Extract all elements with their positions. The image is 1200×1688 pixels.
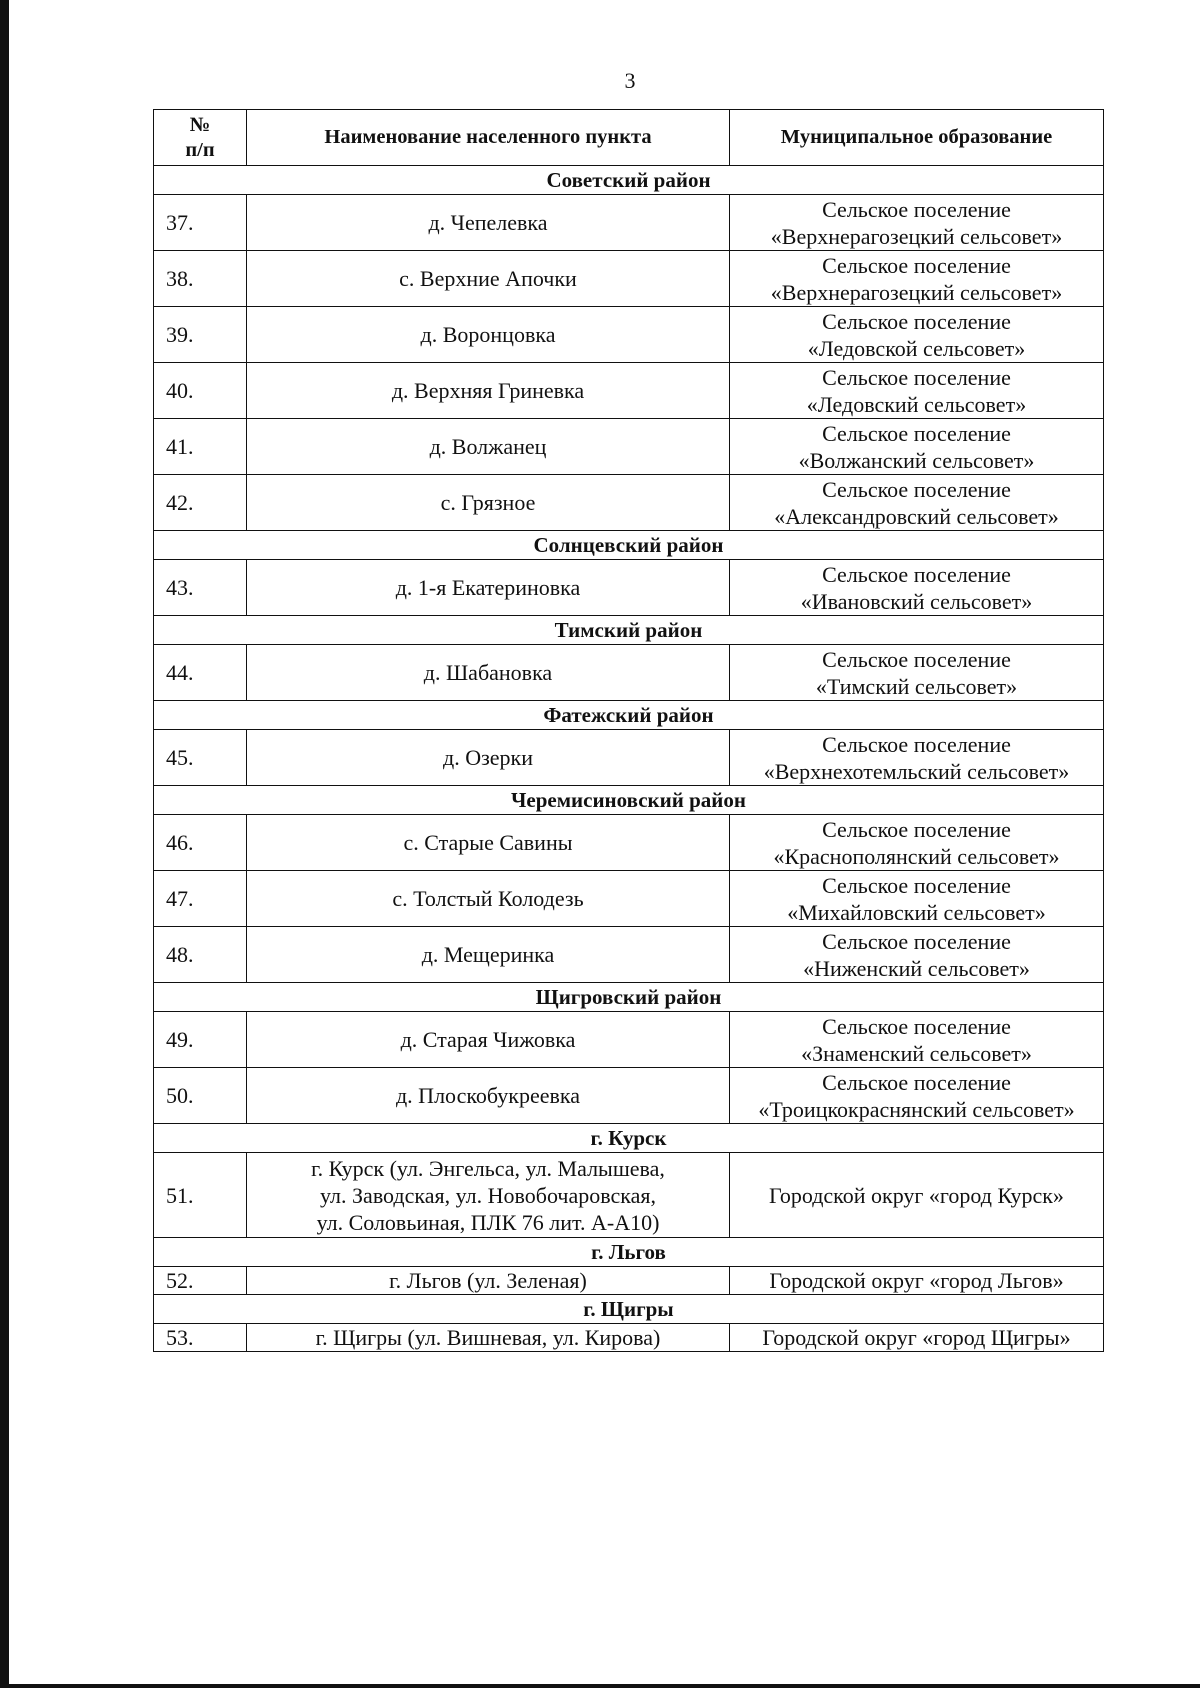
header-number-line2: п/п bbox=[185, 138, 215, 161]
municipality-name: «Краснополянский сельсовет» bbox=[773, 843, 1060, 869]
settlement-name: д. Шабановка bbox=[247, 645, 730, 701]
municipality: Городской округ «город Курск» bbox=[730, 1153, 1104, 1238]
header-number bbox=[154, 110, 247, 166]
municipality bbox=[730, 730, 1104, 786]
section-row bbox=[154, 616, 1104, 645]
header-number-line1: № bbox=[189, 113, 211, 136]
municipality bbox=[730, 363, 1104, 419]
section-row bbox=[154, 1238, 1104, 1267]
table-row bbox=[154, 1012, 1104, 1068]
municipality-name: «Ниженский сельсовет» bbox=[803, 955, 1030, 981]
settlement-name-line: ул. Заводская, ул. Новобочаровская, bbox=[320, 1182, 656, 1208]
header-municipality: Муниципальное образование bbox=[730, 110, 1104, 166]
municipality-type: Сельское поселение bbox=[822, 816, 1011, 842]
table-row bbox=[154, 927, 1104, 983]
page-number: 3 bbox=[624, 68, 636, 93]
row-number: 49. bbox=[154, 1012, 247, 1068]
settlement-name: д. Озерки bbox=[247, 730, 730, 786]
municipality-type: Сельское поселение bbox=[822, 476, 1011, 502]
section-title: Солнцевский район bbox=[154, 531, 1104, 560]
section-row bbox=[154, 701, 1104, 730]
settlement-name: д. Чепелевка bbox=[247, 195, 730, 251]
settlement-name: г. Щигры (ул. Вишневая, ул. Кирова) bbox=[247, 1324, 730, 1352]
municipality bbox=[730, 307, 1104, 363]
row-number: 52. bbox=[154, 1267, 247, 1295]
row-number: 37. bbox=[154, 195, 247, 251]
row-number: 39. bbox=[154, 307, 247, 363]
municipality bbox=[730, 251, 1104, 307]
table-row bbox=[154, 1068, 1104, 1124]
section-title: г. Льгов bbox=[154, 1238, 1104, 1267]
settlement-name bbox=[247, 1153, 730, 1238]
municipality-type: Сельское поселение bbox=[822, 1013, 1011, 1039]
row-number: 41. bbox=[154, 419, 247, 475]
header-settlement: Наименование населенного пункта bbox=[247, 110, 730, 166]
settlement-name: д. Воронцовка bbox=[247, 307, 730, 363]
municipality bbox=[730, 815, 1104, 871]
municipality-type: Сельское поселение bbox=[822, 420, 1011, 446]
municipality-name: «Верхнерагозецкий сельсовет» bbox=[770, 223, 1063, 249]
table-row bbox=[154, 195, 1104, 251]
section-title: г. Щигры bbox=[154, 1295, 1104, 1324]
table-row bbox=[154, 1324, 1104, 1352]
municipality bbox=[730, 419, 1104, 475]
table-row bbox=[154, 730, 1104, 786]
settlement-name-line: г. Курск (ул. Энгельса, ул. Малышева, bbox=[311, 1155, 665, 1181]
section-row bbox=[154, 1295, 1104, 1324]
row-number: 47. bbox=[154, 871, 247, 927]
row-number: 42. bbox=[154, 475, 247, 531]
table-row bbox=[154, 815, 1104, 871]
settlements-table bbox=[153, 109, 1104, 1352]
municipality-name: «Александровский сельсовет» bbox=[774, 503, 1059, 529]
table-row bbox=[154, 645, 1104, 701]
municipality-name: «Верхнерагозецкий сельсовет» bbox=[770, 279, 1063, 305]
row-number: 45. bbox=[154, 730, 247, 786]
row-number: 53. bbox=[154, 1324, 247, 1352]
municipality-name: «Ледовский сельсовет» bbox=[806, 391, 1027, 417]
section-title: г. Курск bbox=[154, 1124, 1104, 1153]
section-row bbox=[154, 1124, 1104, 1153]
settlement-name: с. Грязное bbox=[247, 475, 730, 531]
municipality-name: «Верхнехотемльский сельсовет» bbox=[763, 758, 1070, 784]
municipality bbox=[730, 927, 1104, 983]
municipality-type: Сельское поселение bbox=[822, 1069, 1011, 1095]
table-row bbox=[154, 363, 1104, 419]
municipality: Городской округ «город Щигры» bbox=[730, 1324, 1104, 1352]
municipality-type: Сельское поселение bbox=[822, 561, 1011, 587]
table-row bbox=[154, 307, 1104, 363]
settlement-name: д. Верхняя Гриневка bbox=[247, 363, 730, 419]
municipality-name: «Троицкокраснянский сельсовет» bbox=[758, 1096, 1075, 1122]
row-number: 43. bbox=[154, 560, 247, 616]
municipality-type: Сельское поселение bbox=[822, 364, 1011, 390]
section-title: Щигровский район bbox=[154, 983, 1104, 1012]
section-row bbox=[154, 983, 1104, 1012]
municipality-type: Сельское поселение bbox=[822, 731, 1011, 757]
municipality bbox=[730, 1012, 1104, 1068]
municipality-name: «Знаменский сельсовет» bbox=[801, 1040, 1032, 1066]
municipality-type: Сельское поселение bbox=[822, 308, 1011, 334]
section-title: Советский район bbox=[154, 166, 1104, 195]
municipality-name: «Волжанский сельсовет» bbox=[798, 447, 1035, 473]
settlement-name: с. Старые Савины bbox=[247, 815, 730, 871]
settlement-name-line: ул. Соловьиная, ПЛК 76 лит. А-А10) bbox=[316, 1209, 660, 1235]
scan-edge-bottom bbox=[0, 1684, 1200, 1688]
row-number: 40. bbox=[154, 363, 247, 419]
row-number: 51. bbox=[154, 1153, 247, 1238]
municipality-type: Сельское поселение bbox=[822, 928, 1011, 954]
section-row bbox=[154, 531, 1104, 560]
municipality bbox=[730, 195, 1104, 251]
table-header-row bbox=[154, 110, 1104, 166]
table-row bbox=[154, 251, 1104, 307]
settlement-name: д. Мещеринка bbox=[247, 927, 730, 983]
municipality bbox=[730, 871, 1104, 927]
section-row bbox=[154, 166, 1104, 195]
settlement-name: с. Верхние Апочки bbox=[247, 251, 730, 307]
municipality: Городской округ «город Льгов» bbox=[730, 1267, 1104, 1295]
municipality-name: «Ивановский сельсовет» bbox=[800, 588, 1033, 614]
table-row bbox=[154, 871, 1104, 927]
table-row bbox=[154, 419, 1104, 475]
row-number: 48. bbox=[154, 927, 247, 983]
row-number: 50. bbox=[154, 1068, 247, 1124]
row-number: 44. bbox=[154, 645, 247, 701]
table-row bbox=[154, 475, 1104, 531]
section-title: Фатежский район bbox=[154, 701, 1104, 730]
table-row bbox=[154, 560, 1104, 616]
municipality bbox=[730, 560, 1104, 616]
municipality-type: Сельское поселение bbox=[822, 252, 1011, 278]
table-row bbox=[154, 1153, 1104, 1238]
settlement-name: д. Старая Чижовка bbox=[247, 1012, 730, 1068]
scan-edge-left bbox=[0, 0, 9, 1688]
municipality-name: «Ледовской сельсовет» bbox=[807, 335, 1026, 361]
settlement-name: д. 1-я Екатериновка bbox=[247, 560, 730, 616]
municipality-type: Сельское поселение bbox=[822, 646, 1011, 672]
municipality bbox=[730, 645, 1104, 701]
section-row bbox=[154, 786, 1104, 815]
municipality-name: «Михайловский сельсовет» bbox=[787, 899, 1046, 925]
settlement-name: г. Льгов (ул. Зеленая) bbox=[247, 1267, 730, 1295]
section-title: Тимский район bbox=[154, 616, 1104, 645]
settlement-name: д. Волжанец bbox=[247, 419, 730, 475]
settlement-name: д. Плоскобукреевка bbox=[247, 1068, 730, 1124]
municipality-type: Сельское поселение bbox=[822, 196, 1011, 222]
section-title: Черемисиновский район bbox=[154, 786, 1104, 815]
row-number: 38. bbox=[154, 251, 247, 307]
municipality-type: Сельское поселение bbox=[822, 872, 1011, 898]
municipality-name: «Тимский сельсовет» bbox=[815, 673, 1018, 699]
settlement-name: с. Толстый Колодезь bbox=[247, 871, 730, 927]
row-number: 46. bbox=[154, 815, 247, 871]
table-row bbox=[154, 1267, 1104, 1295]
municipality bbox=[730, 475, 1104, 531]
municipality bbox=[730, 1068, 1104, 1124]
